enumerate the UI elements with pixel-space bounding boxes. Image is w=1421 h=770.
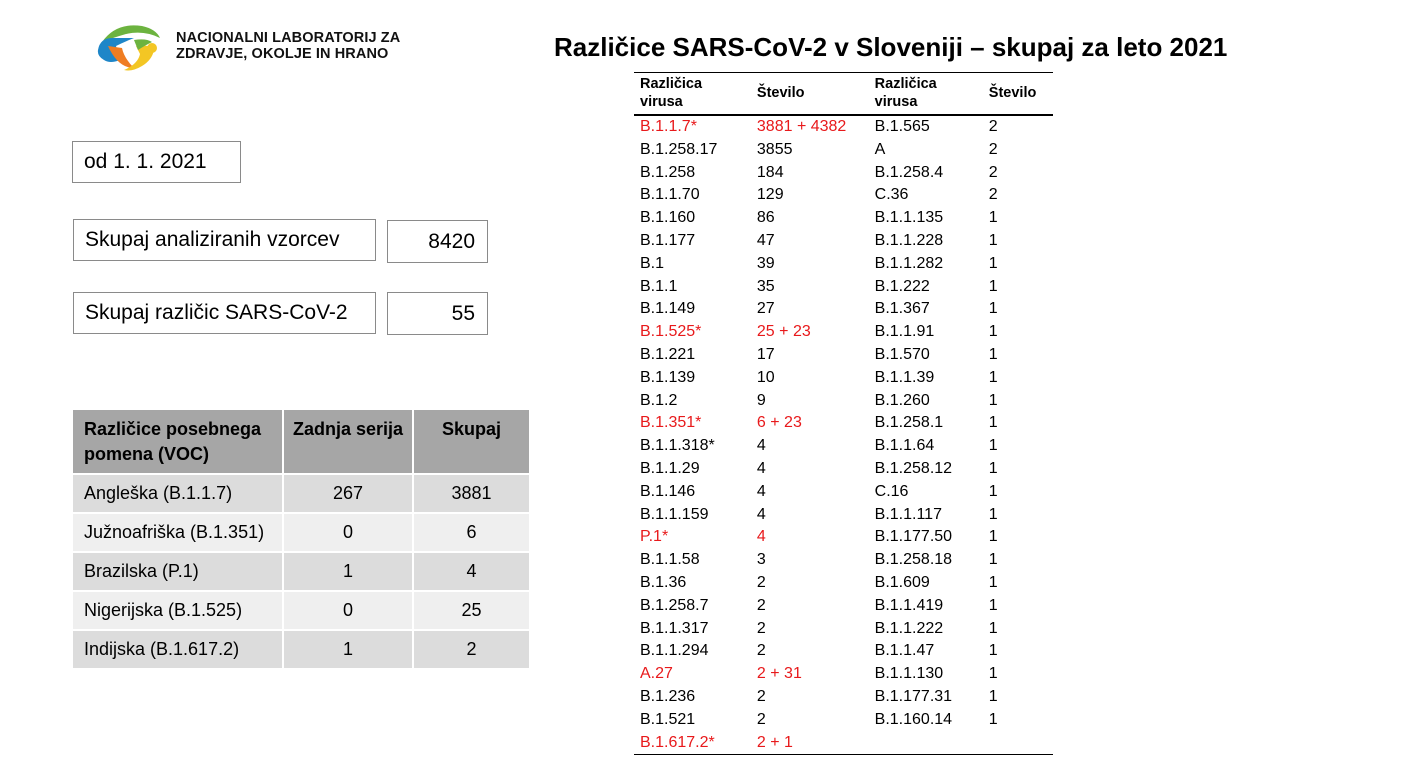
variant-name: B.1.521	[640, 710, 696, 728]
logo-line-1: NACIONALNI LABORATORIJ ZA	[176, 30, 401, 46]
variant-name: B.1.1.7*	[640, 118, 697, 135]
variant-name: B.1.139	[640, 368, 696, 386]
voc-name: Angleška (B.1.1.7)	[73, 474, 283, 513]
variant-row	[634, 435, 1053, 458]
variant-name-2: B.1.258.4	[874, 163, 944, 181]
variant-name-2: B.1.1.130	[874, 665, 944, 683]
variant-count: 2	[756, 596, 766, 614]
variant-count-2: 1	[988, 209, 998, 227]
variant-name-2: C.36	[874, 186, 909, 204]
variant-header-count-1: Število	[751, 73, 869, 116]
voc-name: Južnoafriška (B.1.351)	[73, 513, 283, 552]
variant-name-2: B.1.177.50	[874, 528, 953, 546]
variant-row	[634, 321, 1053, 344]
voc-total: 4	[413, 552, 530, 591]
variant-row	[634, 230, 1053, 253]
voc-name: Nigerijska (B.1.525)	[73, 591, 283, 630]
variant-count-2: 1	[988, 459, 998, 477]
voc-total: 3881	[413, 474, 530, 513]
variant-count-2: 1	[988, 551, 998, 569]
voc-header-total: Skupaj	[413, 410, 530, 474]
variant-row	[634, 390, 1053, 413]
variant-name: B.1.1.318*	[640, 437, 715, 455]
variant-count-2: 2	[988, 186, 998, 204]
variant-name: B.1.177	[640, 231, 696, 249]
variant-row	[634, 367, 1053, 390]
variant-name-2: C.16	[874, 482, 909, 500]
variant-count-2: 1	[988, 642, 998, 660]
variant-count: 17	[756, 345, 775, 363]
variant-name-2: B.1.258.12	[874, 459, 953, 477]
logo-text	[176, 30, 400, 62]
voc-total: 6	[413, 513, 530, 552]
variant-count: 4	[756, 528, 766, 546]
variant-count-2: 1	[988, 231, 998, 249]
variant-count-2: 2	[988, 163, 998, 181]
voc-row	[73, 552, 530, 591]
voc-total: 25	[413, 591, 530, 630]
variant-count-2: 1	[988, 573, 998, 591]
variant-header-count-2: Število	[983, 73, 1053, 116]
variant-count: 129	[756, 186, 784, 204]
variant-name: B.1.1.70	[640, 186, 700, 204]
voc-row	[73, 630, 530, 669]
variant-count: 6 + 23	[756, 414, 802, 432]
variant-name-2: B.1.1.47	[874, 642, 935, 660]
variant-name: B.1.36	[640, 573, 687, 591]
variant-count-2: 2	[988, 118, 998, 135]
variant-row	[634, 572, 1053, 595]
variant-name-2: B.1.260	[874, 391, 930, 409]
variant-header-name-1: Različica virusa	[634, 73, 751, 116]
variant-count-2: 1	[988, 687, 998, 705]
variant-row	[634, 412, 1053, 435]
variants-value-box: 55	[387, 292, 488, 335]
variant-row	[634, 253, 1053, 276]
variant-count: 2 + 1	[751, 732, 869, 755]
variant-count-2: 1	[988, 619, 998, 637]
variant-name-2: B.1.1.39	[874, 368, 935, 386]
variant-row	[634, 481, 1053, 504]
variant-name: B.1.617.2*	[634, 732, 751, 755]
voc-header-row	[73, 410, 530, 474]
variant-count-2: 1	[988, 345, 998, 363]
variant-row	[634, 115, 1053, 139]
nlzoh-logo	[94, 20, 434, 76]
variant-name-2: B.1.160.14	[874, 710, 953, 728]
variant-count: 25 + 23	[756, 323, 811, 341]
variant-row	[634, 709, 1053, 732]
variant-count-2: 1	[988, 596, 998, 614]
variant-count-2: 1	[988, 254, 998, 272]
variant-name-2: B.1.1.91	[874, 323, 935, 341]
variant-row	[634, 663, 1053, 686]
page-title: Različice SARS-CoV-2 v Sloveniji – skupaj za leto 2021	[554, 32, 1228, 62]
variant-name-2	[869, 732, 983, 755]
variants-label-box: Skupaj različic SARS-CoV-2	[73, 292, 376, 334]
variant-row	[634, 184, 1053, 207]
voc-total: 2	[413, 630, 530, 669]
variant-row	[634, 504, 1053, 527]
variant-row	[634, 162, 1053, 185]
variant-count: 4	[756, 459, 766, 477]
variant-name: B.1.160	[640, 209, 696, 227]
variant-count: 47	[756, 231, 775, 249]
variant-row	[634, 526, 1053, 549]
variant-count: 184	[756, 163, 784, 181]
nlzoh-logo-icon	[94, 20, 166, 76]
period-box: od 1. 1. 2021	[72, 141, 241, 183]
variant-name: B.1.258.17	[640, 140, 718, 158]
voc-row	[73, 591, 530, 630]
variant-name: B.1.258	[640, 163, 696, 181]
variant-name-2: B.1.1.117	[874, 505, 942, 523]
variant-name-2: B.1.1.64	[874, 437, 935, 455]
variant-count-2: 1	[988, 528, 998, 546]
variant-row	[634, 595, 1053, 618]
variant-row	[634, 139, 1053, 162]
variant-count: 9	[756, 391, 766, 409]
variant-count-2: 1	[988, 323, 998, 341]
variant-row	[634, 732, 1053, 755]
variant-name: A.27	[640, 665, 673, 683]
variant-name-2: B.1.258.18	[874, 551, 953, 569]
variant-name: B.1.221	[640, 345, 696, 363]
variant-row	[634, 686, 1053, 709]
voc-last: 0	[283, 591, 413, 630]
variant-row	[634, 207, 1053, 230]
voc-last: 267	[283, 474, 413, 513]
variant-row	[634, 618, 1053, 641]
variant-name-2: B.1.222	[874, 277, 930, 295]
samples-label-box: Skupaj analiziranih vzorcev	[73, 219, 376, 261]
variant-row	[634, 640, 1053, 663]
voc-last: 1	[283, 552, 413, 591]
variant-name-2: B.1.258.1	[874, 414, 944, 432]
variant-name: B.1.1.317	[640, 619, 709, 637]
variant-name-2: B.1.177.31	[874, 687, 953, 705]
variant-count-2: 1	[988, 437, 998, 455]
variant-row	[634, 344, 1053, 367]
voc-table	[73, 410, 531, 670]
variant-count: 4	[756, 437, 766, 455]
variant-row	[634, 549, 1053, 572]
logo-line-2: ZDRAVJE, OKOLJE IN HRANO	[176, 46, 389, 62]
variant-table	[634, 72, 1053, 755]
variant-count: 86	[756, 209, 775, 227]
variant-name-2: B.1.1.419	[874, 596, 944, 614]
variant-name: P.1*	[640, 528, 669, 546]
variant-count: 39	[756, 254, 775, 272]
variant-count: 4	[756, 482, 766, 500]
variant-count: 27	[756, 300, 775, 318]
variant-header-row	[634, 73, 1053, 116]
variant-name: B.1.525*	[640, 323, 702, 341]
variant-name: B.1.351*	[640, 414, 702, 432]
variant-count: 2	[756, 619, 766, 637]
variant-table-body	[634, 115, 1053, 755]
variant-row	[634, 298, 1053, 321]
voc-header-last: Zadnja serija	[283, 410, 413, 474]
variant-name-2: B.1.1.222	[874, 619, 944, 637]
variant-name-2: B.1.1.135	[874, 209, 944, 227]
variant-name: B.1.258.7	[640, 596, 709, 614]
variant-count: 10	[756, 368, 775, 386]
variant-count-2: 1	[988, 300, 998, 318]
variant-count-2: 1	[988, 414, 998, 432]
variant-row	[634, 276, 1053, 299]
variant-name-2: A	[874, 140, 886, 158]
variant-count-2	[983, 732, 1053, 755]
variant-name-2: B.1.1.228	[874, 231, 944, 249]
variant-name-2: B.1.570	[874, 345, 930, 363]
variant-header-name-2: Različica virusa	[869, 73, 983, 116]
variant-name: B.1.236	[640, 687, 696, 705]
variant-count-2: 1	[988, 391, 998, 409]
variant-count-2: 2	[988, 140, 998, 158]
variant-name-2: B.1.565	[874, 118, 930, 135]
variant-count: 35	[756, 277, 775, 295]
variant-name: B.1.1	[640, 277, 678, 295]
variant-count: 3	[756, 551, 766, 569]
variant-name-2: B.1.367	[874, 300, 930, 318]
variant-name-2: B.1.609	[874, 573, 930, 591]
variant-count: 2 + 31	[756, 665, 802, 683]
voc-name: Brazilska (P.1)	[73, 552, 283, 591]
variant-count: 3855	[756, 140, 793, 158]
variant-name: B.1	[640, 254, 665, 272]
voc-row	[73, 513, 530, 552]
variant-count-2: 1	[988, 505, 998, 523]
variant-count: 2	[756, 642, 766, 660]
variant-row	[634, 458, 1053, 481]
voc-last: 1	[283, 630, 413, 669]
variant-name: B.1.1.294	[640, 642, 709, 660]
variant-count-2: 1	[988, 368, 998, 386]
samples-value-box: 8420	[387, 220, 488, 263]
variant-name: B.1.2	[640, 391, 678, 409]
variant-name: B.1.1.29	[640, 459, 700, 477]
variant-count-2: 1	[988, 277, 998, 295]
voc-last: 0	[283, 513, 413, 552]
variant-count: 2	[756, 687, 766, 705]
variant-count-2: 1	[988, 482, 998, 500]
voc-row	[73, 474, 530, 513]
variant-name: B.1.149	[640, 300, 696, 318]
variant-count: 3881 + 4382	[756, 118, 847, 135]
voc-name: Indijska (B.1.617.2)	[73, 630, 283, 669]
variant-name: B.1.1.58	[640, 551, 700, 569]
variant-count-2: 1	[988, 665, 998, 683]
variant-count: 4	[756, 505, 766, 523]
variant-name: B.1.146	[640, 482, 696, 500]
voc-header-name: Različice posebnega pomena (VOC)	[73, 410, 283, 474]
variant-count: 2	[756, 710, 766, 728]
variant-count: 2	[756, 573, 766, 591]
variant-name-2: B.1.1.282	[874, 254, 944, 272]
variant-count-2: 1	[988, 710, 998, 728]
variant-name: B.1.1.159	[640, 505, 709, 523]
